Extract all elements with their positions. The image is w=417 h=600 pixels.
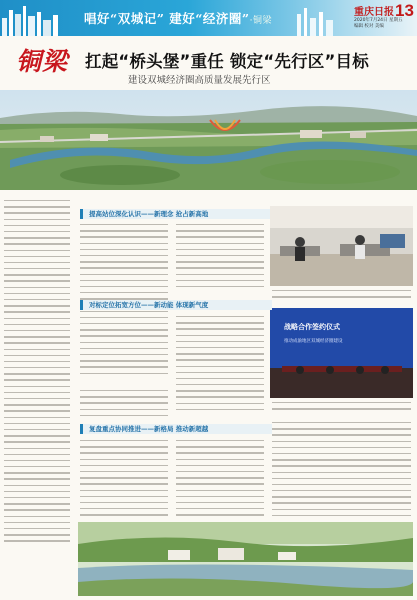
lakeside-village-photo: [78, 522, 413, 596]
section-heading-2: 对标定位拓宽方位——新动能 体现新气度: [80, 300, 272, 310]
header-band: [0, 0, 417, 36]
city-skyline-illustration: [0, 4, 65, 36]
newspaper-name: 重庆日报: [354, 7, 394, 18]
section-2-column-2: [176, 316, 264, 416]
intro-column: [4, 200, 70, 547]
page-number: 13: [395, 1, 414, 20]
section-3-column-1: [80, 440, 168, 520]
office-photo: [270, 206, 413, 286]
edition-info: 2020年7月24日 星期五 编辑 校对 美编: [354, 18, 403, 29]
page-subtitle: 建设双城经济圈高质量发展先行区: [128, 75, 271, 86]
header-slogan: 唱好“双城记” 建好“经济圈”·铜梁: [84, 11, 272, 26]
photo-credit: [408, 181, 409, 186]
section-heading-3: 复盘重点协同推进——新格局 推动新超越: [80, 424, 272, 434]
hero-aerial-photo: [0, 90, 417, 190]
section-3-column-3: [272, 422, 411, 520]
section-1-column-2: [176, 224, 264, 294]
section-heading-1: 提高站位深化认识——新理念 抢占新高地: [80, 209, 272, 219]
section-3-column-2: [176, 440, 264, 520]
office-photo-caption: [272, 290, 411, 304]
page-title: 扛起“桥头堡”重任 锁定“先行区”目标: [85, 52, 369, 71]
district-logo: 铜梁: [16, 47, 69, 76]
signing-photo-caption: [272, 402, 411, 416]
section-2-column-1: [80, 390, 168, 420]
banner-subtitle: 推动成渝地区双城经济圈建设: [284, 339, 343, 344]
signing-ceremony-photo: [270, 308, 413, 398]
tower-illustration: [292, 6, 342, 36]
banner-title: 战略合作签约仪式: [284, 323, 340, 331]
